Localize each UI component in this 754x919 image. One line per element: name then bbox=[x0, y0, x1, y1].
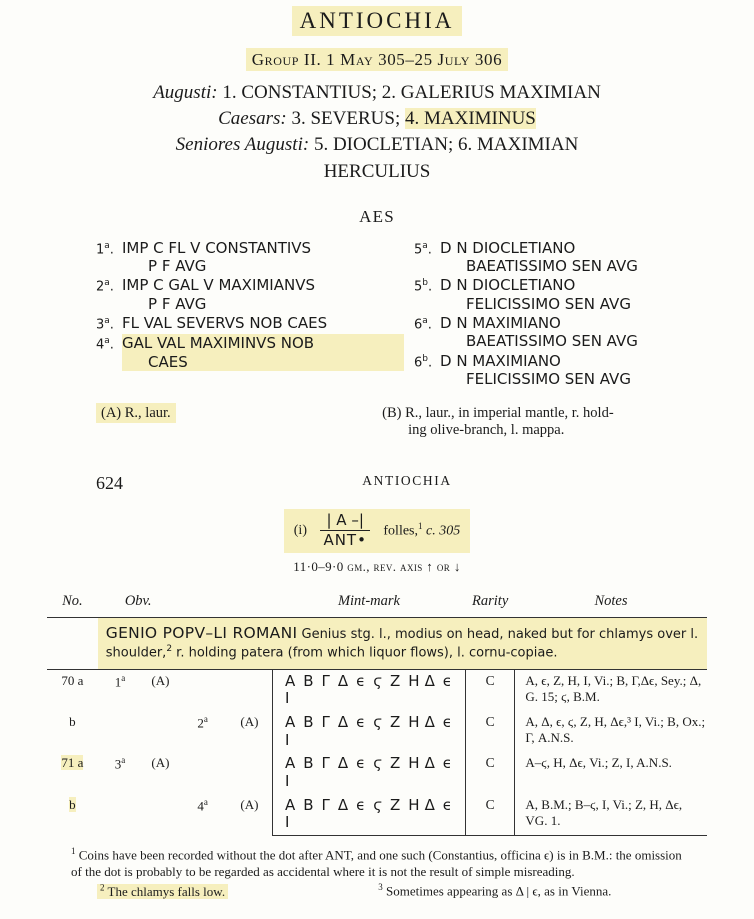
reverse-legend: GENIO POPV–LI ROMANI bbox=[105, 623, 298, 642]
legend-line1: D N DIOCLETIANO bbox=[440, 238, 576, 257]
legend-item bbox=[414, 352, 722, 389]
row-obv2-number bbox=[179, 669, 227, 711]
legend-text bbox=[122, 276, 404, 313]
page-number: 624 bbox=[96, 473, 123, 494]
desc-spacer-cell bbox=[47, 617, 98, 669]
row-obv2-bust: (A) bbox=[240, 713, 259, 729]
row-obv2-bust bbox=[227, 669, 273, 711]
legend-text bbox=[122, 314, 404, 333]
legend-item bbox=[96, 239, 404, 276]
footnote-row bbox=[71, 882, 683, 900]
mintmark-caption: folles,$^1$ c. 305 bbox=[383, 521, 461, 539]
rulers-text-caesars: 3. SEVERUS; bbox=[291, 108, 405, 130]
footnotes bbox=[71, 846, 683, 900]
footnote-3-text: Sometimes appearing as Δ | ϵ, as in Vienna. bbox=[386, 883, 612, 899]
row-rarity: C bbox=[465, 669, 515, 711]
row-obv-bust: (A) bbox=[142, 669, 178, 711]
row-notes: A, ϵ, Z, H, I, Vi.; B, Γ,Δϵ, Sey.; Δ, G. 15; ϛ, B.M. bbox=[515, 669, 707, 711]
mintmark-fraction-top: | A –| bbox=[320, 512, 369, 531]
row-obv2-bust: (A) bbox=[240, 796, 259, 812]
row-mintmark bbox=[273, 711, 466, 752]
legend-line1: IMP C FL V CONSTANTIVS bbox=[122, 238, 312, 257]
table-row bbox=[47, 752, 707, 793]
legend-line2: BAEATISSIMO SEN AVG bbox=[466, 332, 638, 351]
column-header-notes: Notes bbox=[594, 592, 628, 609]
column-header-obv: Obv. bbox=[124, 593, 152, 610]
table-row bbox=[47, 711, 707, 752]
rulers-text-seniores: 5. DIOCLETIAN; 6. MAXIMIAN bbox=[313, 134, 579, 156]
mintmark-weights: 11·0–9·0 gm., rev. axis ↑ or ↓ bbox=[293, 558, 461, 574]
reverse-description-footnote-ref: 2 bbox=[166, 643, 173, 654]
legend-line1: D N MAXIMIANO bbox=[440, 351, 561, 370]
rulers-role-augusti: Augusti: bbox=[153, 82, 218, 103]
row-obv-number bbox=[98, 711, 143, 752]
metal-heading: AES bbox=[359, 206, 395, 226]
rulers-highlight-maximinus: 4. MAXIMINUS bbox=[404, 108, 536, 130]
row-rarity: C bbox=[465, 711, 515, 752]
row-rarity: C bbox=[465, 752, 515, 793]
reverse-description bbox=[98, 617, 707, 669]
rulers-line-caesars bbox=[0, 106, 754, 132]
row-mintmark bbox=[273, 669, 466, 711]
legend-number: 5$^b$. bbox=[414, 278, 433, 295]
legend-item bbox=[414, 239, 722, 276]
legend-number: 2$^a$. bbox=[96, 278, 114, 295]
row-obv-bust bbox=[142, 711, 178, 752]
row-mintmark-line1: A B Γ Δ ϵ ϛ Z H bbox=[285, 754, 422, 773]
rulers-role-seniores: Seniores Augusti: bbox=[175, 134, 310, 156]
page-title bbox=[0, 8, 754, 34]
row-obv2-number: 2$^a$ bbox=[197, 713, 208, 731]
row-mintmark-line1: A B Γ Δ ϵ ϛ Z H bbox=[285, 795, 422, 814]
group-heading-text: Group II. 1 May 305–25 July 306 bbox=[246, 48, 508, 71]
legend-line2: FELICISSIMO SEN AVG bbox=[466, 294, 631, 313]
page-title-text: ANTIOCHIA bbox=[292, 6, 463, 36]
legend-line1: D N MAXIMIANO bbox=[440, 314, 561, 333]
column-header-no: No. bbox=[62, 593, 83, 610]
footnote-3-marker: 3 bbox=[378, 882, 383, 893]
legend-number: 6$^b$. bbox=[414, 353, 433, 370]
legend-text bbox=[440, 352, 722, 389]
legend-line1: D N DIOCLETIANO bbox=[440, 276, 576, 295]
legend-text bbox=[122, 239, 404, 276]
row-mintmark bbox=[273, 794, 466, 836]
row-mintmark-line2: Δ ϵ I bbox=[285, 712, 454, 749]
obverse-legends bbox=[0, 239, 754, 389]
bust-type-b bbox=[382, 405, 718, 439]
legend-line1: IMP C GAL V MAXIMIANVS bbox=[122, 276, 315, 295]
bust-type-b-line1: (B) R., laur., in imperial mantle, r. hold- bbox=[382, 405, 614, 422]
mintmark-fraction bbox=[320, 512, 369, 549]
rulers-line-herculius: HERCULIUS bbox=[323, 160, 431, 182]
legend-number: 5$^a$. bbox=[414, 240, 432, 258]
legend-line2: CAES bbox=[148, 352, 188, 371]
row-obv-bust: (A) bbox=[151, 755, 170, 771]
row-obv-number bbox=[98, 794, 143, 836]
mintmark-roman-numeral: (i) bbox=[293, 522, 307, 538]
table-row bbox=[47, 669, 707, 711]
reverse-description-text-2: r. holding patera (from which liquor flows), l. cornu-copiae. bbox=[172, 644, 558, 660]
group-heading bbox=[0, 50, 754, 70]
reverse-description-text-1: Genius stg. l., modius on head, naked but for chlamys over l. shoulder, bbox=[105, 626, 699, 660]
row-mintmark-line2: Δ ϵ I bbox=[285, 754, 454, 791]
row-notes: A, B.M.; B–ϛ, I, Vi.; Z, H, Δϵ, VG. 1. bbox=[515, 794, 707, 836]
row-obv-number: 3$^a$ bbox=[114, 755, 126, 772]
footnote-2-text: The chlamys falls low. bbox=[107, 883, 226, 899]
footnote-2 bbox=[71, 882, 378, 900]
row-mintmark bbox=[273, 752, 466, 793]
legend-text-highlighted bbox=[122, 334, 404, 371]
row-no: b bbox=[69, 713, 76, 729]
legend-column-left bbox=[96, 239, 404, 389]
mintmark-inner bbox=[284, 509, 470, 553]
mintmark-block bbox=[0, 509, 754, 575]
document-page bbox=[0, 8, 754, 919]
bust-type-a-text: (A) R., laur. bbox=[96, 403, 176, 423]
bust-type-a bbox=[96, 405, 382, 439]
row-notes: A, Δ, ϵ, ϛ, Z, H, Δϵ,³ I, Vi.; B, Ox.; Γ, A.N.S. bbox=[525, 713, 706, 746]
legend-text bbox=[440, 276, 722, 313]
rulers-block bbox=[0, 80, 754, 185]
row-rarity: C bbox=[465, 794, 515, 836]
legend-line1: GAL VAL MAXIMINVS NOB bbox=[122, 334, 315, 353]
footnote-1-text: Coins have been recorded without the dot after ANT, and one such (Constantius, officina ϵ) is in B.M.: the omission of the dot is probably to be regarded as accidental where it is not the result of simple misreading. bbox=[71, 847, 682, 880]
legend-line2: BAEATISSIMO SEN AVG bbox=[466, 257, 638, 276]
reverse-description-row bbox=[47, 617, 707, 669]
coin-catalogue-table bbox=[47, 589, 707, 836]
legend-line1: FL VAL SEVERVS NOB CAES bbox=[122, 314, 328, 333]
table-header-row bbox=[47, 589, 707, 617]
row-mintmark-line1: A B Γ Δ ϵ ϛ Z H bbox=[285, 671, 422, 690]
legend-number: 1$^a$. bbox=[96, 240, 114, 258]
running-head: ANTIOCHIA bbox=[362, 473, 452, 489]
footnote-2-marker: 2 bbox=[100, 882, 105, 893]
legend-text bbox=[440, 239, 722, 276]
footnote-3 bbox=[378, 882, 683, 900]
legend-item bbox=[96, 314, 404, 333]
legend-number: 6$^a$. bbox=[414, 316, 432, 333]
row-notes: A–ϛ, H, Δϵ, Vi.; Z, I, A.N.S. bbox=[525, 755, 672, 771]
row-mintmark-line2: Δ ϵ I bbox=[285, 671, 454, 708]
legend-line2: P F AVG bbox=[148, 294, 207, 313]
legend-column-right bbox=[404, 239, 722, 389]
legend-number: 3$^a$. bbox=[96, 316, 114, 333]
column-header-rarity: Rarity bbox=[472, 593, 509, 610]
row-no: b bbox=[69, 796, 76, 812]
legend-item bbox=[96, 334, 404, 371]
rulers-line-seniores bbox=[0, 132, 754, 158]
rulers-text-augusti: 1. CONSTANTIUS; 2. GALERIUS MAXIMIAN bbox=[222, 82, 601, 103]
footnote-2-content bbox=[97, 884, 228, 899]
footnote-1-marker: 1 bbox=[71, 846, 76, 857]
legend-item bbox=[414, 314, 722, 351]
legend-item bbox=[414, 276, 722, 313]
row-no: 71 a bbox=[61, 755, 84, 771]
legend-number: 4$^a$. bbox=[96, 336, 114, 353]
row-obv2-number: 4$^a$ bbox=[197, 796, 208, 814]
legend-text bbox=[440, 314, 722, 351]
row-obv2-number bbox=[179, 752, 227, 793]
row-no: 70 a bbox=[47, 669, 98, 711]
row-mintmark-line1: A B Γ Δ ϵ ϛ Z H bbox=[285, 712, 422, 731]
legend-line2: P F AVG bbox=[148, 257, 207, 276]
footnote-1 bbox=[71, 846, 683, 881]
rulers-role-caesars: Caesars: bbox=[218, 108, 287, 130]
bust-type-b-line2: ing olive-branch, l. mappa. bbox=[408, 422, 565, 439]
row-obv-bust bbox=[142, 794, 178, 836]
legend-item bbox=[96, 276, 404, 313]
mintmark-fraction-bottom: ANT• bbox=[323, 531, 367, 550]
column-header-obv-spacer bbox=[179, 589, 273, 617]
row-obv2-bust bbox=[227, 752, 273, 793]
row-mintmark-line2: Δ ϵ I bbox=[285, 795, 454, 832]
table-row bbox=[47, 794, 707, 836]
bust-types bbox=[0, 405, 754, 439]
column-header-mintmark: Mint-mark bbox=[337, 593, 400, 610]
page-header-row bbox=[0, 473, 754, 493]
row-obv-number: 1$^a$ bbox=[98, 669, 143, 711]
legend-line2: FELICISSIMO SEN AVG bbox=[466, 369, 631, 388]
rulers-line-augusti bbox=[0, 80, 754, 106]
